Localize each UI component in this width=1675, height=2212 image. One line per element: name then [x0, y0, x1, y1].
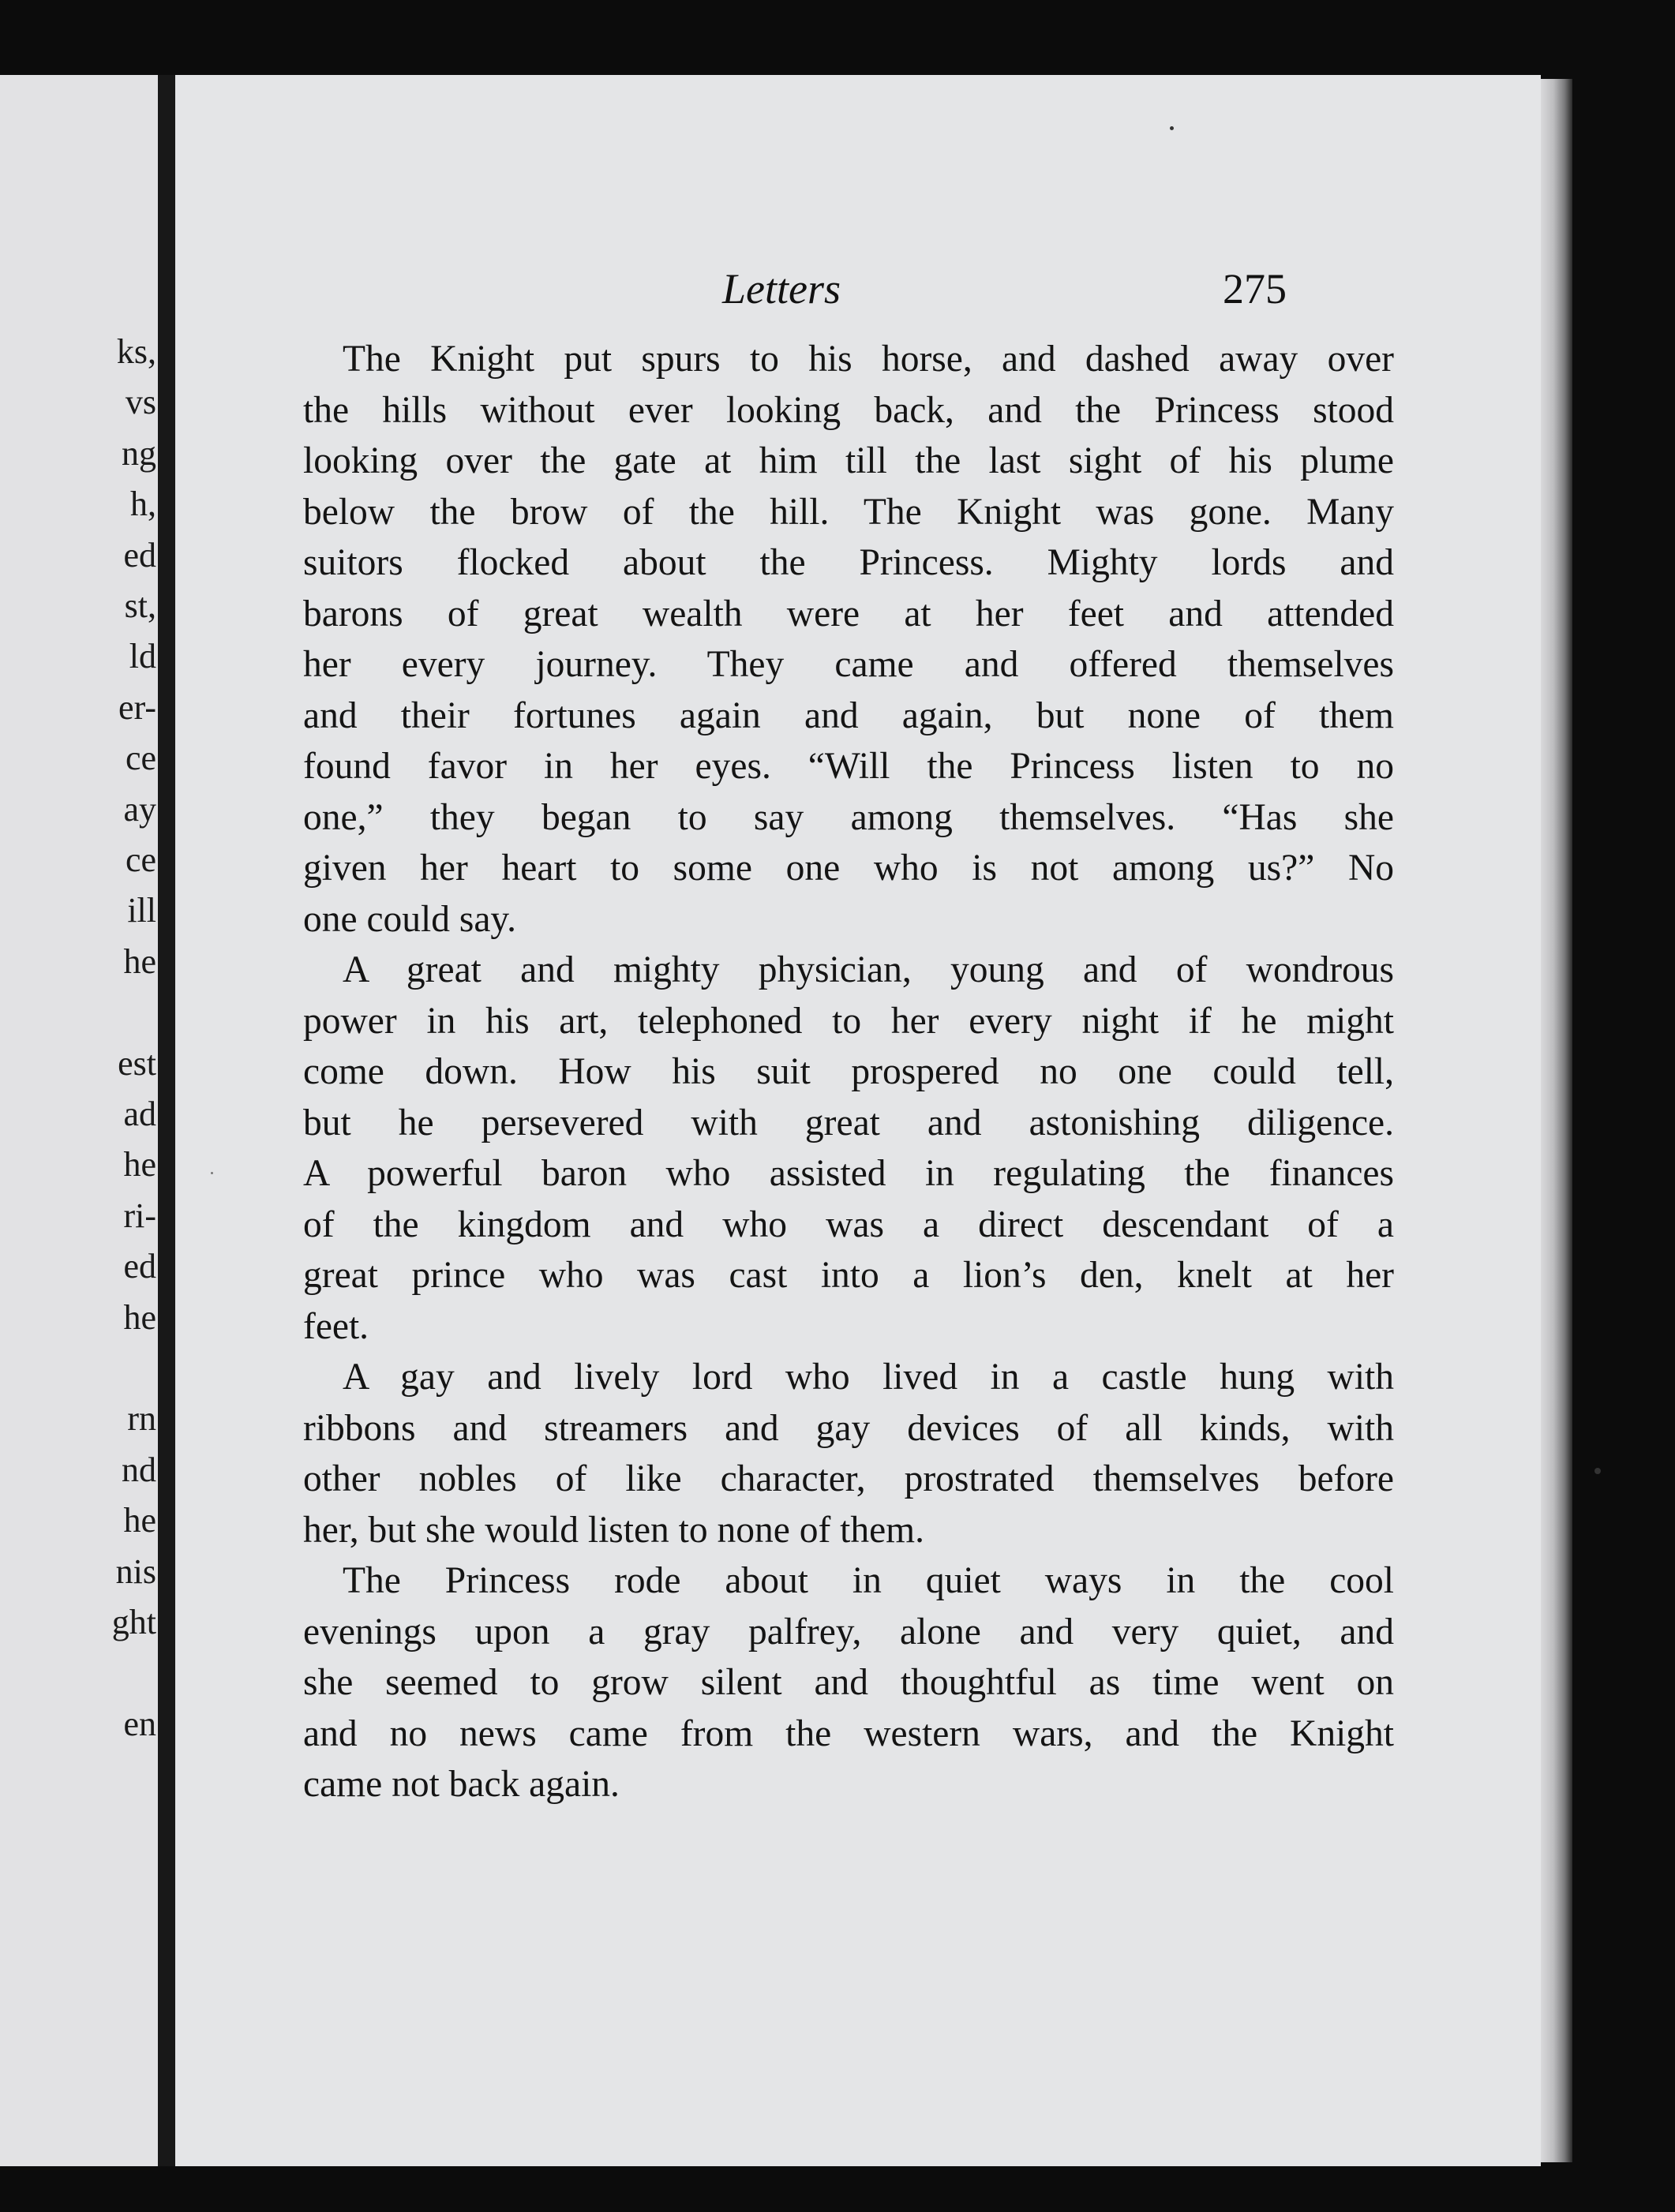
- text-line: and their fortunes again and again, but none of them: [303, 694, 1394, 736]
- text-line: given her heart to some one who is not among us?” No: [303, 848, 1394, 889]
- text-line: the hills without ever looking back, and the Princess stood: [303, 389, 1394, 431]
- dust-speck: [211, 1172, 213, 1174]
- left-page-fragment: nis: [115, 1551, 156, 1591]
- book-page: [175, 75, 1541, 2166]
- text-line: but he persevered with great and astonishing diligence.: [303, 1102, 1394, 1143]
- text-line: The Knight put spurs to his horse, and dashed away over: [343, 339, 1394, 380]
- text-line: evenings upon a gray palfrey, alone and very quiet, and: [303, 1611, 1394, 1652]
- left-page-fragment: he: [123, 1145, 156, 1185]
- left-page-fragment: h,: [130, 485, 156, 524]
- text-line: A powerful baron who assisted in regulating the finances: [303, 1153, 1394, 1194]
- left-page-fragment: ed: [123, 535, 156, 575]
- text-line: of the kingdom and who was a direct descendant of a: [303, 1203, 1394, 1245]
- left-page-fragment: ld: [129, 637, 156, 676]
- text-line: her, but she would listen to none of them.: [303, 1509, 924, 1551]
- body-text: [303, 334, 1394, 1810]
- left-page-fragment: ks,: [116, 332, 156, 371]
- left-page-fragment: he: [123, 941, 156, 981]
- text-line: power in his art, telephoned to her every night if he might: [303, 1000, 1394, 1042]
- left-page-fragment: ng: [122, 433, 156, 473]
- left-page-fragment: en: [123, 1704, 156, 1743]
- left-page-fragment: ri-: [123, 1196, 156, 1235]
- text-line: she seemed to grow silent and thoughtful as time went on: [303, 1662, 1394, 1703]
- text-line: ribbons and streamers and gay devices of all kinds, with: [303, 1407, 1394, 1449]
- left-page-fragment: vs: [125, 383, 156, 422]
- dust-speck: [1170, 126, 1174, 130]
- text-line: feet.: [303, 1305, 369, 1347]
- left-page-fragment: ill: [127, 891, 156, 930]
- text-line: and no news came from the western wars, and the Knight: [303, 1712, 1394, 1754]
- left-page-fragment: rn: [127, 1399, 156, 1439]
- text-line: The Princess rode about in quiet ways in the cool: [343, 1560, 1394, 1601]
- left-page-fragment: ce: [125, 739, 156, 778]
- text-line: come down. How his suit prospered no one could tell,: [303, 1051, 1394, 1092]
- text-line: looking over the gate at him till the last sight of his plume: [303, 440, 1394, 481]
- paragraph: [303, 1352, 1394, 1555]
- paragraph: [303, 334, 1394, 945]
- left-page-fragment: er-: [118, 687, 156, 727]
- text-line: her every journey. They came and offered themselves: [303, 644, 1394, 685]
- running-title: Letters: [722, 265, 841, 313]
- dust-speck: [1594, 1468, 1601, 1474]
- left-page-fragment: he: [123, 1501, 156, 1540]
- left-page-fragment: ed: [123, 1247, 156, 1286]
- text-line: A gay and lively lord who lived in a castle hung with: [343, 1357, 1394, 1398]
- page-gutter: [158, 75, 175, 2166]
- left-page-fragment: ad: [123, 1095, 156, 1133]
- text-line: one,” they began to say among themselves. “Has she: [303, 796, 1394, 838]
- text-line: found favor in her eyes. “Will the Princess listen to no: [303, 746, 1394, 787]
- paragraph: [303, 945, 1394, 1352]
- text-line: great prince who was cast into a lion’s den, knelt at her: [303, 1255, 1394, 1296]
- left-page-fragment: ght: [111, 1603, 156, 1641]
- page-number: 275: [1223, 265, 1287, 313]
- text-line: barons of great wealth were at her feet and attended: [303, 593, 1394, 634]
- text-line: suitors flocked about the Princess. Mighty lords and: [303, 542, 1394, 583]
- left-page-fragment: est: [118, 1043, 156, 1083]
- left-page-fragment: st,: [124, 586, 156, 625]
- text-line: came not back again.: [303, 1764, 620, 1805]
- left-page-fragment: he: [123, 1297, 156, 1337]
- text-line: one could say.: [303, 898, 516, 940]
- left-page-fragment: nd: [122, 1450, 156, 1489]
- running-head: [175, 264, 1541, 327]
- page-edge: [1541, 79, 1572, 2162]
- left-page-fragment: ay: [123, 789, 156, 829]
- text-line: A great and mighty physician, young and of wondrous: [343, 949, 1394, 990]
- text-line: other nobles of like character, prostrated themselves before: [303, 1458, 1394, 1499]
- paragraph: [303, 1555, 1394, 1810]
- text-line: below the brow of the hill. The Knight was gone. Many: [303, 491, 1394, 533]
- left-page-fragment: ce: [125, 840, 156, 879]
- facing-page-fragment: [0, 75, 158, 2166]
